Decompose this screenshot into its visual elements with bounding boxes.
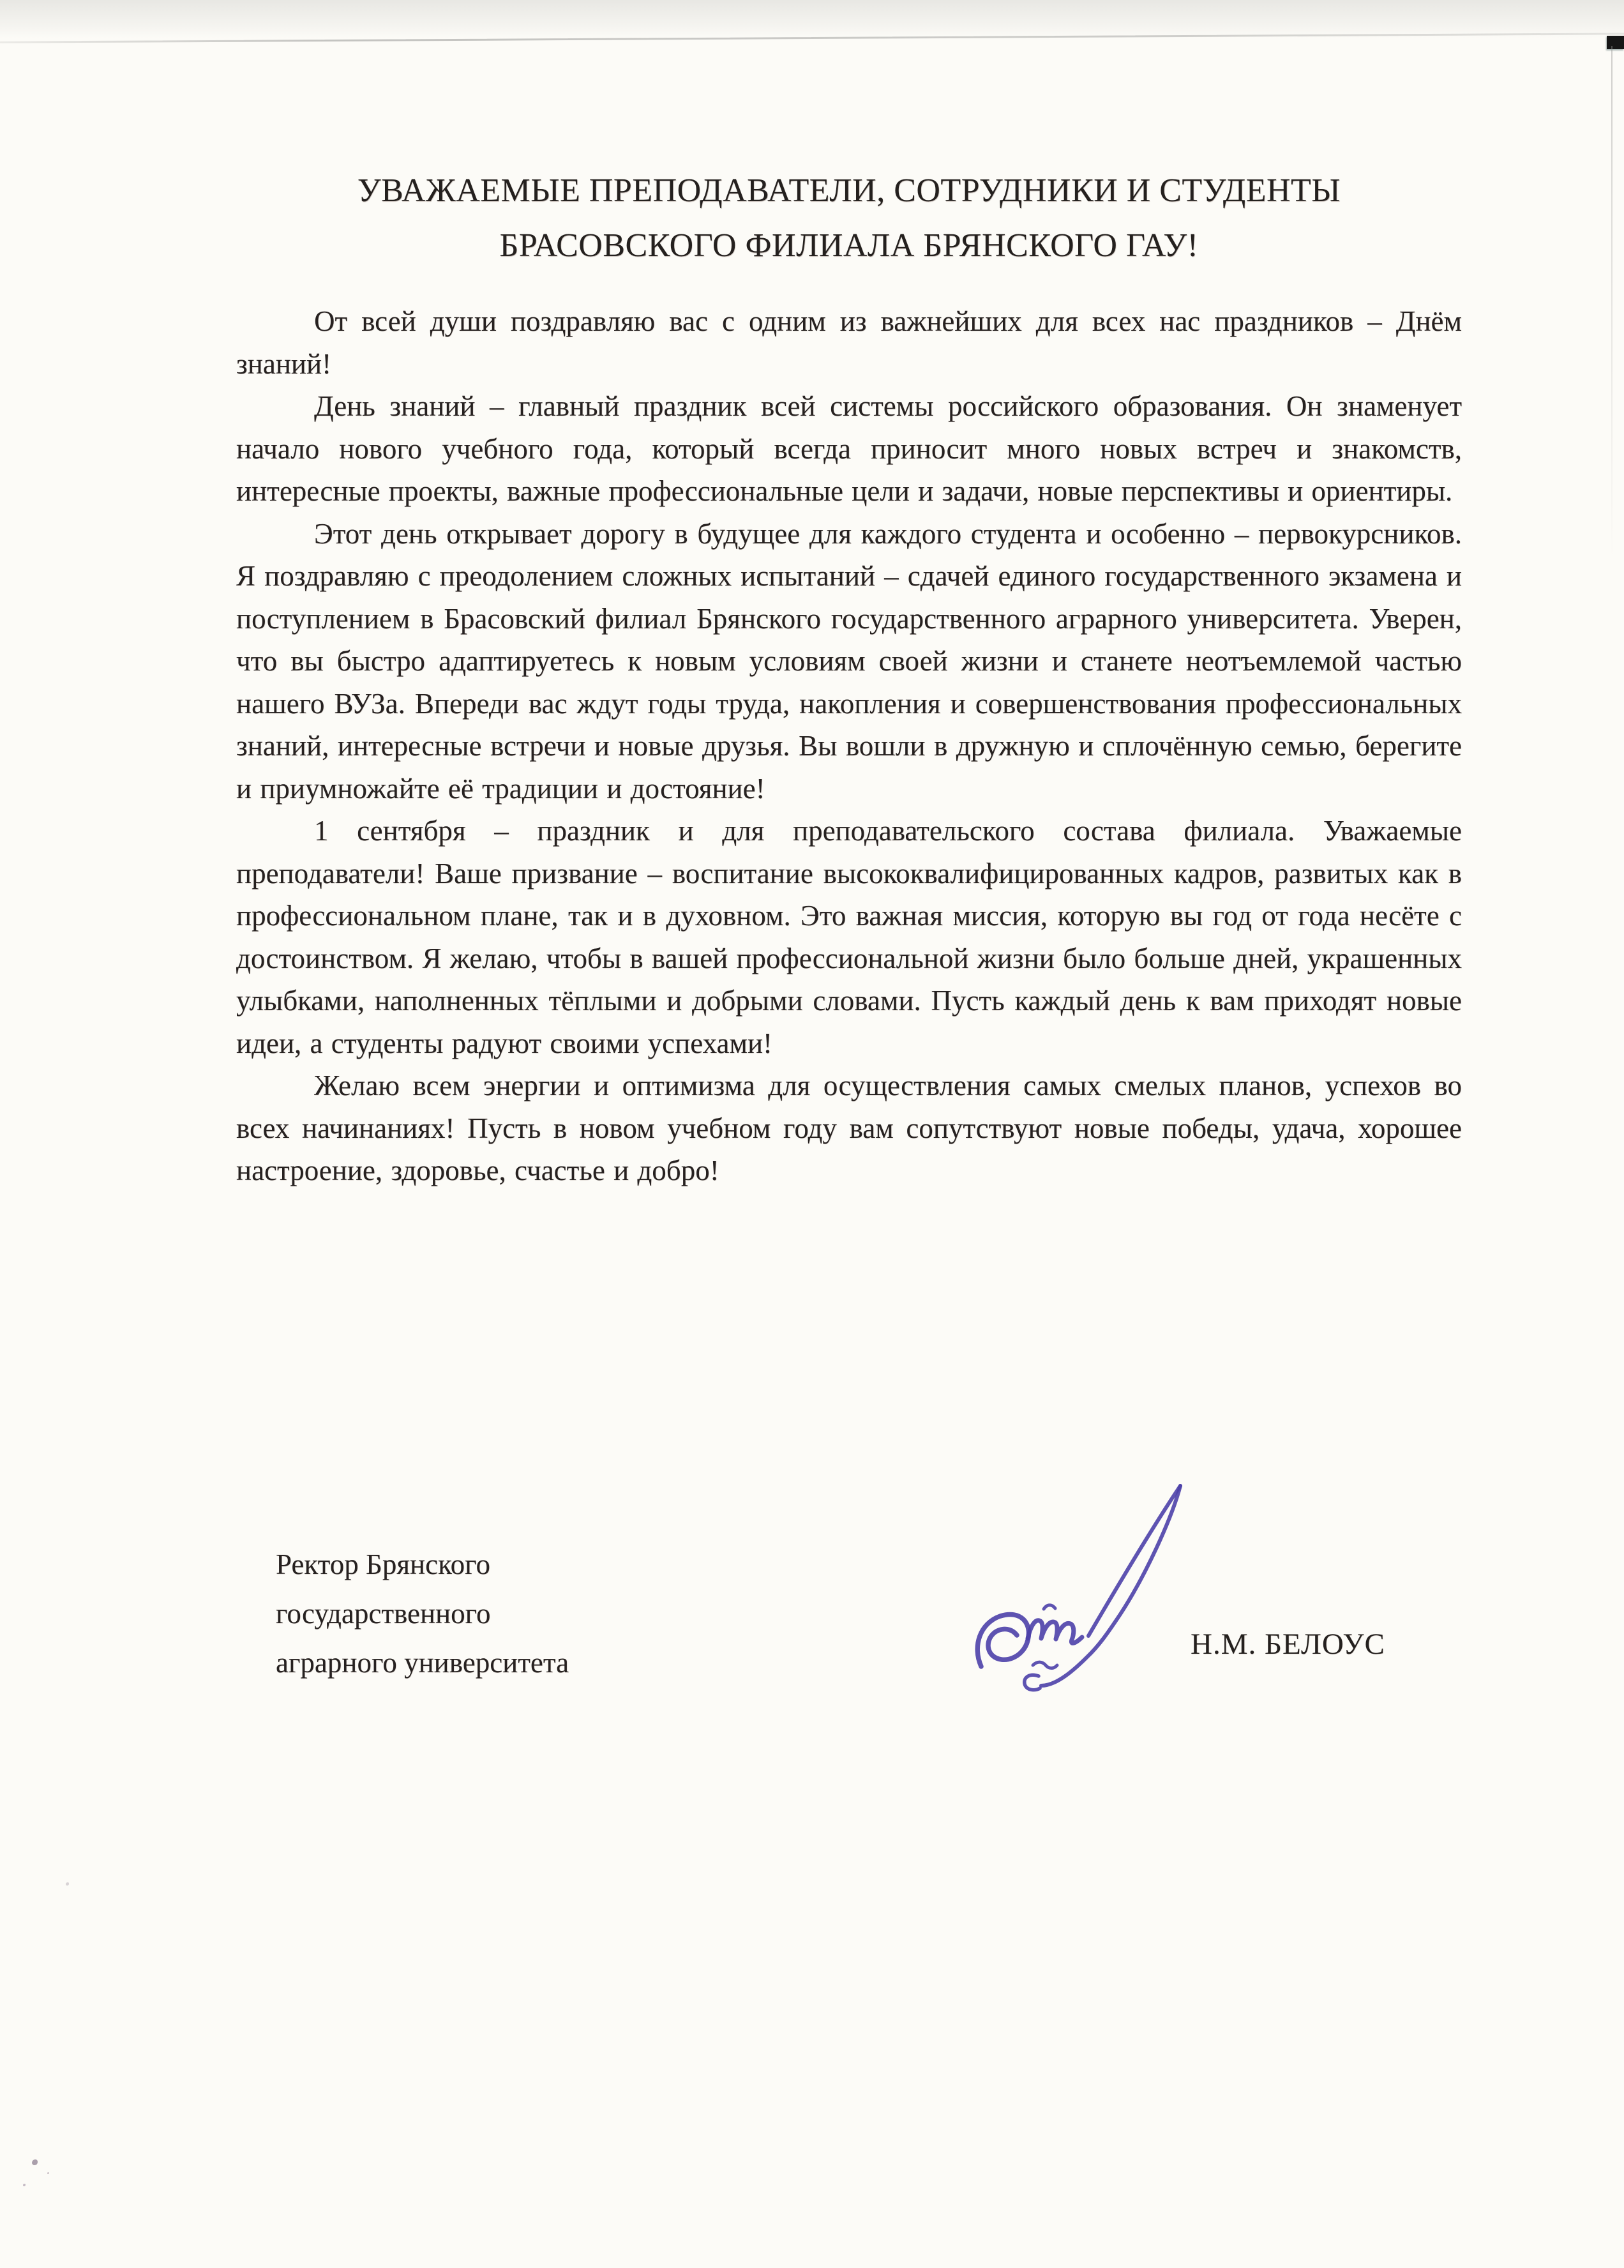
handwritten-signature (967, 1475, 1187, 1698)
ink-speck (47, 2172, 49, 2174)
ink-speck (23, 2184, 26, 2186)
letter-heading-line1: УВАЖАЕМЫЕ ПРЕПОДАВАТЕЛИ, СОТРУДНИКИ И СТУДЕНТЫ (357, 172, 1341, 209)
signer-name: Н.М. БЕЛОУС (1191, 1628, 1385, 1661)
paragraph-teachers: 1 сентября – праздник и для преподавательского состава филиала. Уважаемые преподаватели! Ваше призвание – воспитание высококвалифицированных кадров, развитых как в профессиональном плане, так и в духовном. Это важная миссия, которую вы год от года несёте с достоинством. Я желаю, чтобы в вашей профессиональной жизни было больше дней, украшенных улыбками, наполненных тёплыми и добрыми словами. Пусть каждый день к вам приходят новые идеи, а студенты радуют своими успехами! (236, 815, 1462, 1059)
signer-title (276, 1540, 569, 1688)
paragraph-greeting: От всей души поздравляю вас с одним из важнейших для всех нас праздников – Днём знаний! (236, 305, 1462, 380)
scan-corner-artifact (1607, 36, 1624, 49)
paragraph-day-of-knowledge: День знаний – главный праздник всей системы российского образования. Он знаменует начало нового учебного года, который всегда приносит много новых встреч и знакомств, интересные проекты, важные профессиональные цели и задачи, новые перспективы и ориентиры. (236, 390, 1462, 507)
ink-speck (66, 1882, 69, 1886)
signer-title-line2: государственного (276, 1598, 491, 1629)
paragraph-wishes: Желаю всем энергии и оптимизма для осуществления самых смелых планов, успехов во всех начинаниях! Пусть в новом учебном году вам сопутствуют новые победы, удача, хорошее настроение, здоровье, счастье и добро! (236, 1070, 1462, 1186)
signer-title-line1: Ректор Брянского (276, 1548, 491, 1580)
signer-title-line3: аграрного университета (276, 1647, 569, 1679)
paragraph-students: Этот день открывает дорогу в будущее для каждого студента и особенно – первокурсников. Я поздравляю с преодолением сложных испытаний – сдачей единого государственного экзамена и поступлением в Брасовский филиал Брянского государственного аграрного университета. Уверен, что вы быстро адаптируетесь к новым условиям своей жизни и станете неотъемлемой частью нашего ВУЗа. Впереди вас ждут годы труда, накопления и совершенствования профессиональных знаний, интересные встречи и новые друзья. Вы вошли в дружную и сплочённую семью, берегите и приумножайте её традиции и достояние! (236, 517, 1462, 805)
letter-body (236, 300, 1462, 1192)
letter-heading-line2: БРАСОВСКОГО ФИЛИАЛА БРЯНСКОГО ГАУ! (499, 227, 1199, 264)
scan-right-edge-shadow (1611, 46, 1613, 557)
letter-heading (236, 163, 1462, 273)
scan-top-shadow (0, 0, 1624, 38)
ink-speck (32, 2159, 38, 2165)
